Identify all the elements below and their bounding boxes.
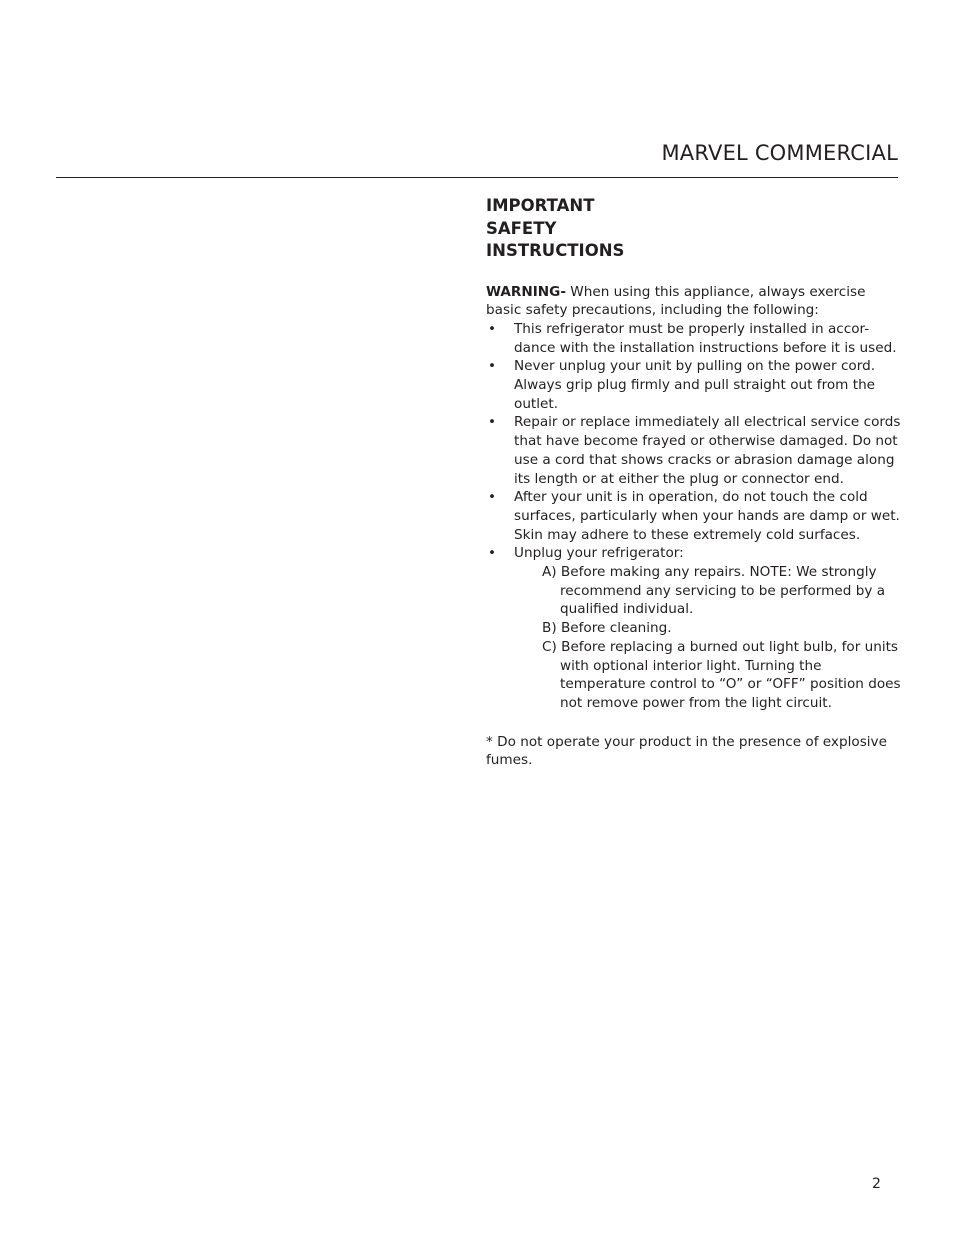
sub-list-item: C) Before replacing a burned out light bulb, for units with optional interior light. Turning the temperature control to “O” or “OFF” position does not remove power from the light circuit. xyxy=(542,638,901,711)
header-divider xyxy=(56,177,898,178)
footnote: * Do not operate your product in the presence of explosive fumes. xyxy=(486,733,887,769)
warning-paragraph xyxy=(486,283,902,320)
warning-text: When using this appliance, always exercise basic safety precautions, including the following: xyxy=(486,283,866,319)
bullet-icon: • xyxy=(488,545,497,562)
list-item-text: Unplug your refrigerator: xyxy=(514,545,684,562)
heading-line: IMPORTANT xyxy=(486,196,595,215)
list-item xyxy=(486,320,902,357)
list-item xyxy=(486,544,902,712)
safety-list xyxy=(486,320,902,713)
bullet-icon: • xyxy=(488,414,497,431)
sub-list-item: A) Before making any repairs. NOTE: We strongly recommend any servicing to be performed by a qualified individual. xyxy=(542,564,886,618)
unplug-conditions-list xyxy=(514,563,902,713)
list-item-text: Never unplug your unit by pulling on the power cord. Always grip plug firmly and pull straight out from the outlet. xyxy=(514,358,876,412)
list-item-text: After your unit is in operation, do not touch the cold surfaces, particularly when your hands are damp or wet. Skin may adhere to these extremely cold surfaces. xyxy=(514,489,900,543)
list-item xyxy=(486,488,902,544)
heading-line: INSTRUCTIONS xyxy=(486,241,625,260)
heading-line: SAFETY xyxy=(486,218,557,238)
list-item xyxy=(486,413,902,488)
bullet-icon: • xyxy=(488,320,497,337)
list-item-text: Repair or replace immediately all electrical service cords that have become frayed or otherwise damaged. Do not use a cord that shows cracks or abrasion damage along its length or at either the plug or connector end. xyxy=(514,414,901,487)
sub-list-item: B) Before cleaning. xyxy=(542,620,672,637)
warning-label: WARNING- xyxy=(486,283,566,300)
bullet-icon: • xyxy=(488,489,497,506)
section-heading xyxy=(486,195,902,263)
list-item xyxy=(486,357,902,413)
brand-title: MARVEL COMMERCIAL xyxy=(661,141,898,165)
safety-section xyxy=(486,195,902,770)
bullet-icon: • xyxy=(488,358,497,375)
page-number: 2 xyxy=(872,1176,881,1192)
list-item-text: This refrigerator must be properly installed in accor-dance with the installation instructions before it is used. xyxy=(514,320,897,356)
